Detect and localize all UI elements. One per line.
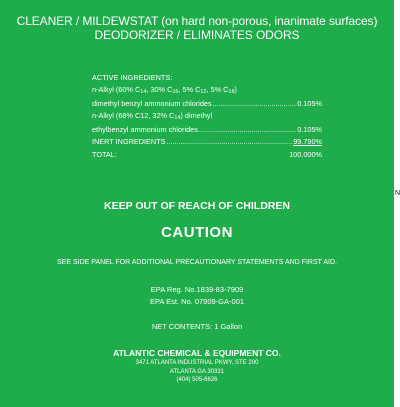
keep-out-of-reach-warning: KEEP OUT OF REACH OF CHILDREN: [104, 200, 290, 212]
ingredient-percent: 100.000%: [289, 149, 322, 159]
claims-line-deodorizer: DEODORIZER / ELIMINATES ODORS: [94, 28, 300, 42]
ingredient-row-total: [92, 149, 322, 161]
epa-numbers: [0, 284, 394, 308]
precautionary-statement: SEE SIDE PANEL FOR ADDITIONAL PRECAUTIONARY STATEMENTS AND FIRST AID.: [57, 259, 337, 266]
alkyl-composition-2: n-Alkyl (68% C12, 32% C14) dimethyl: [92, 111, 213, 122]
active-ingredients-heading: ACTIVE INGREDIENTS:: [92, 73, 173, 82]
ingredient-name: dimethyl benzyl ammonium chlorides: [92, 99, 212, 109]
product-claims: [0, 14, 394, 42]
company-name: ATLANTIC CHEMICAL & EQUIPMENT CO.: [113, 348, 281, 358]
ingredient-name: INERT INGREDIENTS: [92, 137, 166, 147]
ingredient-row-inert: [92, 136, 322, 148]
epa-est-number: EPA Est. No. 07909-GA-001: [149, 297, 245, 306]
ingredient-name: ethylbenzyl ammonium chlorides: [92, 125, 198, 135]
company-address-city: ATLANTA GA 30331: [169, 368, 225, 375]
caution-signal-word: CAUTION: [161, 224, 233, 241]
ingredient-name: TOTAL:: [92, 149, 117, 159]
ingredient-percent: 0.105%: [297, 125, 322, 135]
manufacturer-info: [0, 348, 394, 385]
dot-leader: [199, 124, 296, 136]
alkyl-composition-1: n-Alkyl (60% C14, 30% C16, 5% C12, 5% C18): [92, 85, 237, 96]
claims-line-cleaner: CLEANER / MILDEWSTAT (on hard non-porous, inanimate surfaces): [16, 14, 378, 28]
edge-mark: N: [395, 190, 400, 197]
net-contents: NET CONTENTS: 1 Gallon: [151, 322, 243, 331]
ingredient-percent: 0.105%: [297, 99, 322, 109]
ingredients-statement: [92, 72, 322, 161]
company-address-street: 3471 ATLANTA INDUSTRIAL PKWY, STE 200: [135, 360, 259, 366]
ingredient-row-ethylbenzyl: [92, 124, 322, 136]
ingredient-row-dimethyl-benzyl: [92, 98, 322, 110]
dot-leader: [167, 136, 293, 148]
ingredient-percent: 99.790%: [293, 137, 322, 147]
epa-reg-number: EPA Reg. No.1839-83-7909: [150, 285, 244, 294]
company-phone: (404) 505-6626: [176, 377, 218, 383]
dot-leader: [213, 98, 297, 110]
